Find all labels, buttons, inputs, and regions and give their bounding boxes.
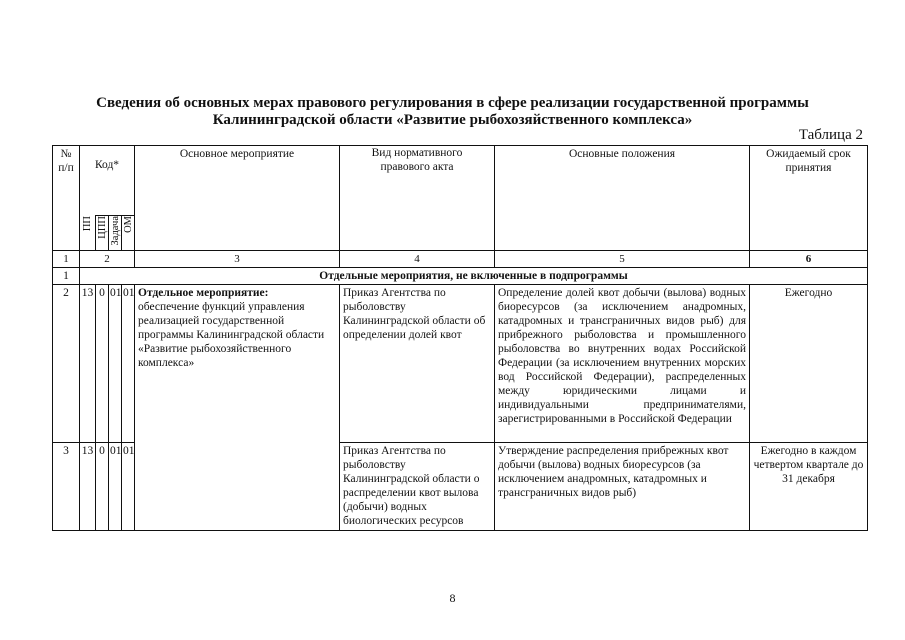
section-num: 1 [53,268,80,285]
measure-text: обеспечение функций управления реализацией государственной программы Калининградской области «Развитие рыбохозяйственного комплекса» [138,301,325,369]
row-num: 2 [53,285,80,443]
act-cell: Приказ Агентства по рыболовству Калининградской области о распределении квот вылова (добычи) водных биологических ресурсов [340,443,495,531]
title-line-1: Сведения об основных мерах правового регулирования в сфере реализации государственной программы [96,95,809,111]
header-code: Код* [80,146,135,216]
col-number-5: 5 [495,251,750,268]
code-pp: 13 [80,285,96,443]
provisions-cell: Определение долей квот добычи (вылова) водных биоресурсов (за исключением анадромных, катадромных и трансграничных видов рыб) для прибрежного рыболовства и промышленного рыболовства во внутренних водах Российской Федерации (за исключением внутренних морских вод Российской Федерации), распределенных между юридическими лицами и индивидуальными предпринимателями, зарегистрированными в Российской Федерации [495,285,750,443]
section-row [53,268,868,285]
measure-bold-label: Отдельное мероприятие: [138,287,269,299]
col-number-2: 2 [80,251,135,268]
deadline-cell: Ежегодно [750,285,868,443]
header-deadline: Ожидаемый срок принятия [750,146,868,251]
col-number-6: 6 [750,251,868,268]
code-om: 01 [122,285,135,443]
column-number-row [53,251,868,268]
header-act-type: Вид нормативного правового акта [340,146,495,251]
page-number: 8 [449,591,456,605]
table-label: Таблица 2 [798,127,863,143]
code-task: 01 [109,285,122,443]
section-title: Отдельные мероприятия, не включенные в подпрограммы [80,268,868,285]
code-om: 01 [122,443,135,531]
document-title [40,95,865,129]
col-number-3: 3 [135,251,340,268]
table-row [53,285,868,443]
main-measure-cell [135,285,340,531]
deadline-cell: Ежегодно в каждом четвертом квартале до 31 декабря [750,443,868,531]
code-cpp: 0 [96,285,109,443]
act-cell: Приказ Агентства по рыболовству Калининградской области об определении долей квот [340,285,495,443]
header-row [53,146,868,216]
code-cpp: 0 [96,443,109,531]
header-num: № п/п [53,146,80,251]
col-number-1: 1 [53,251,80,268]
row-num: 3 [53,443,80,531]
header-provisions: Основные положения [495,146,750,251]
measures-table [52,145,868,531]
code-sub-pp: ПП [80,216,96,251]
header-main-measure: Основное мероприятие [135,146,340,251]
code-sub-cpp: ЦПП [96,216,109,251]
code-pp: 13 [80,443,96,531]
title-line-2: Калининградской области «Развитие рыбохозяйственного комплекса» [212,112,693,128]
code-task: 01 [109,443,122,531]
provisions-cell: Утверждение распределения прибрежных квот добычи (вылова) водных биоресурсов (за исключением анадромных, катадромных и трансграничных видов рыб) [495,443,750,531]
code-sub-om: ОМ [122,216,135,251]
code-sub-task: Задача [109,216,122,251]
col-number-4: 4 [340,251,495,268]
